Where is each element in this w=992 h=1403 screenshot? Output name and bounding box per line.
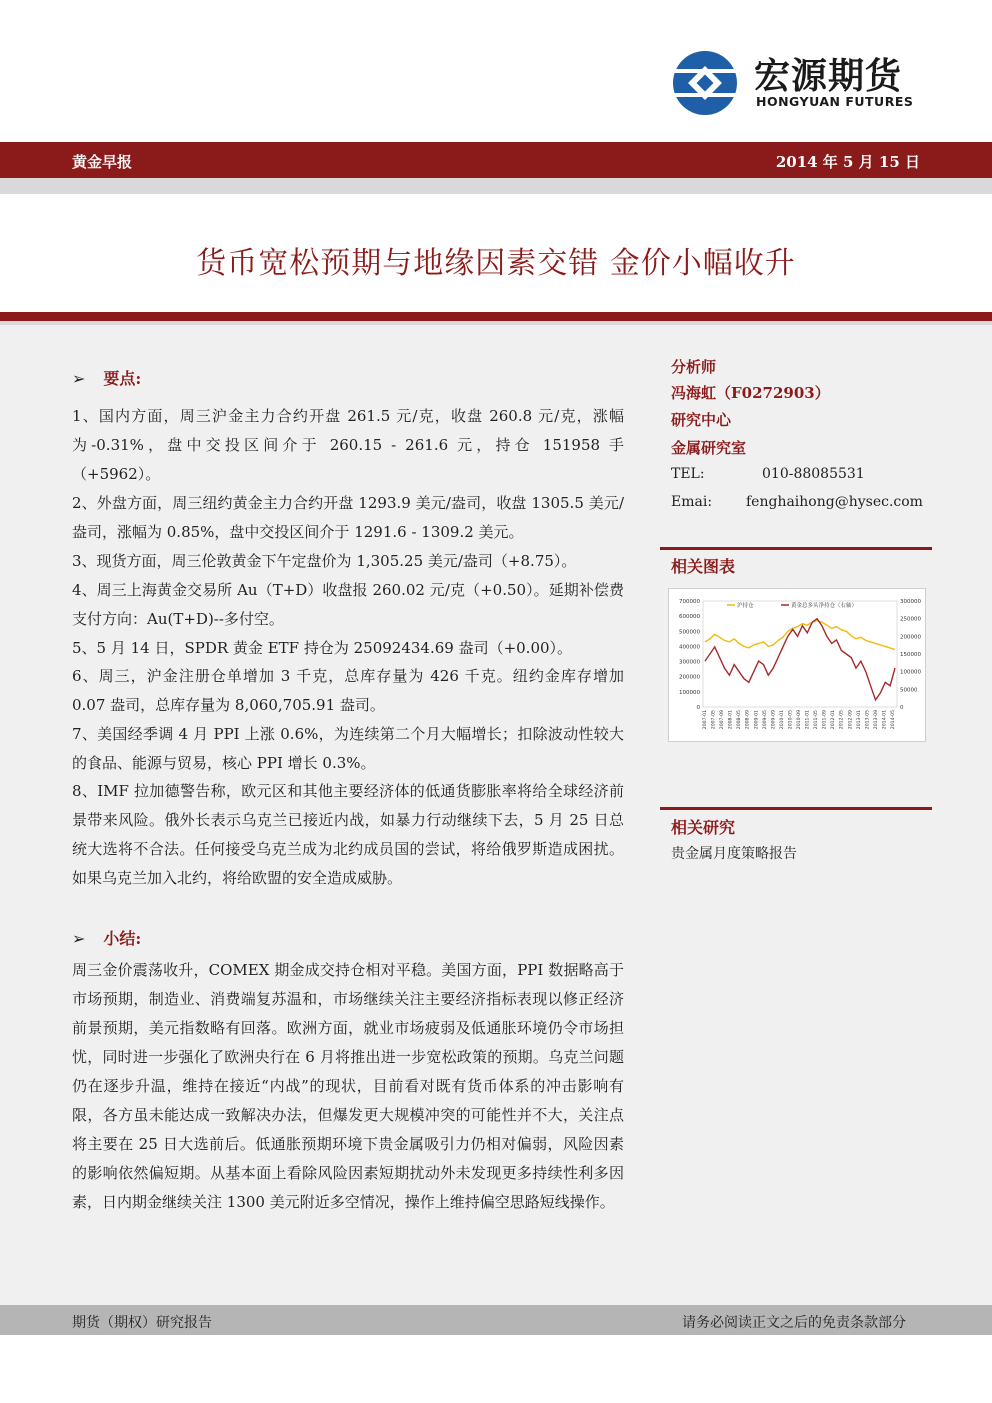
- tel-label: TEL:: [671, 466, 705, 482]
- y-left-tick-label: 300000: [679, 659, 700, 666]
- key-point-8: 8、IMF 拉加德警告称，欧元区和其他主要经济体的低通货膨胀率将给全球经济前景带来风险。俄外长表示乌克兰已接近内战，如暴力行动继续下去，5 月 25 日总统大选将不合法。任何接受乌克兰成为北约成员国的尝试，将给俄罗斯造成困扰。如果乌克兰加入北约，将给欧盟的安全造成威胁。: [72, 782, 624, 887]
- y-left-tick-label: 200000: [679, 674, 700, 681]
- key-points-heading: [72, 366, 141, 389]
- x-tick-label: 2013-01: [856, 710, 862, 730]
- x-tick-label: 2009-05: [762, 710, 768, 730]
- y-left-tick-label: 0: [696, 705, 700, 711]
- report-title: 货币宽松预期与地缘因素交错 金价小幅收升: [196, 246, 796, 281]
- holdings-chart: [668, 588, 926, 742]
- x-tick-label: 2012-01: [831, 710, 837, 730]
- x-tick-label: 2007-09: [720, 710, 726, 730]
- summary-heading: [72, 926, 141, 949]
- title-divider: [0, 312, 992, 321]
- y-right-tick-label: 200000: [900, 634, 921, 641]
- x-tick-label: 2014-05: [891, 710, 896, 730]
- email-value[interactable]: fenghaihong@hysec.com: [746, 494, 923, 510]
- brand-name-en: HONGYUAN FUTURES: [756, 94, 914, 109]
- key-point-2: 2、外盘方面，周三纽约黄金主力合约开盘 1293.9 美元/盎司，收盘 1305.5 美元/盎司，涨幅为 0.85%，盘中交投区间介于 1291.6 - 1309.2 美元。: [72, 494, 624, 541]
- hongyuan-logo-icon: [672, 50, 738, 116]
- x-tick-label: 2012-05: [839, 710, 845, 730]
- report-type: 黄金早报: [72, 153, 133, 171]
- y-right-tick-label: 100000: [900, 669, 921, 676]
- x-tick-label: 2011-01: [805, 710, 811, 730]
- brand-logo: [672, 46, 932, 116]
- dept-metals: 金属研究室: [671, 439, 747, 457]
- research-section-heading: 相关研究: [671, 818, 736, 837]
- y-left-tick-label: 500000: [679, 629, 700, 636]
- key-point-5: 5、5 月 14 日，SPDR 黄金 ETF 持仓为 25092434.69 盎司（+0.00）。: [72, 639, 573, 657]
- x-tick-label: 2007-05: [711, 710, 717, 730]
- y-left-tick-label: 700000: [679, 599, 700, 605]
- legend-label-1: 沪持仓: [737, 603, 754, 609]
- footer-left-text: 期货（期权）研究报告: [72, 1315, 212, 1331]
- key-point-7: 7、美国经季调 4 月 PPI 上涨 0.6%，为连续第二个月大幅增长；扣除波动性较大的食品、能源与贸易，核心 PPI 增长 0.3%。: [72, 725, 624, 772]
- research-section-rule: [660, 807, 932, 810]
- x-tick-label: 2011-05: [814, 710, 820, 730]
- tel-value: 010-88085531: [762, 466, 865, 482]
- summary-heading-text: 小结:: [103, 929, 142, 948]
- x-tick-label: 2008-01: [728, 710, 734, 730]
- holdings-chart-svg: [669, 589, 925, 741]
- x-tick-label: 2008-09: [745, 710, 751, 730]
- key-point-1: 1、国内方面，周三沪金主力合约开盘 261.5 元/克，收盘 260.8 元/克，涨幅为-0.31%，盘中交投区间介于 260.15 - 261.6 元，持仓 151958 手（+5962）。: [72, 407, 624, 483]
- x-tick-label: 2012-09: [848, 710, 854, 730]
- dept-research-center: 研究中心: [671, 411, 732, 429]
- y-left-tick-label: 600000: [679, 614, 700, 621]
- x-tick-label: 2009-09: [771, 710, 777, 730]
- analyst-name: 冯海虹（F0272903）: [671, 384, 830, 402]
- brand-name-cn: 宏源期货: [754, 56, 903, 97]
- x-tick-label: 2009-01: [754, 710, 760, 730]
- x-tick-label: 2011-09: [822, 710, 828, 730]
- x-tick-label: 2013-09: [873, 710, 879, 730]
- x-tick-label: 2008-05: [737, 710, 743, 730]
- x-tick-label: 2010-01: [779, 710, 785, 730]
- y-right-tick-label: 50000: [900, 687, 918, 694]
- plot-area: [703, 601, 897, 707]
- x-tick-label: 2007-01: [703, 710, 708, 730]
- legend-label-2: 黄金总多头净持仓（右轴）: [791, 603, 858, 609]
- x-tick-label: 2014-01: [882, 710, 888, 730]
- y-right-tick-label: 0: [900, 705, 904, 711]
- key-points-heading-text: 要点:: [103, 369, 142, 388]
- x-tick-label: 2010-09: [797, 710, 802, 730]
- x-tick-label: 2010-05: [788, 710, 794, 730]
- key-point-6: 6、周三，沪金注册仓单增加 3 千克，总库存量为 426 千克。纽约金库存增加 0.07 盎司，总库存量为 8,060,705.91 盎司。: [72, 667, 624, 714]
- y-left-tick-label: 400000: [679, 644, 700, 651]
- y-right-tick-label: 250000: [900, 616, 921, 623]
- x-tick-label: 2013-05: [865, 710, 871, 730]
- arrow-bullet-icon: ➢: [72, 369, 86, 388]
- chart-section-rule: [660, 547, 932, 550]
- summary-text: 周三金价震荡收升，COMEX 期金成交持仓相对平稳。美国方面，PPI 数据略高于市场预期，制造业、消费端复苏温和，市场继续关注主要经济指标表现以修正经济前景预期，美元指数略有回落。欧洲方面，就业市场疲弱及低通胀环境仍令市场担忧，同时进一步强化了欧洲央行在 6 月将推出进一步宽松政策的预期。乌克兰问题仍在逐步升温，维持在接近“内战”的现状，目前看对既有货币体系的冲击影响有限，各方虽未能达成一致解决办法，但爆发更大规模冲突的可能性并不大，关注点将主要在 25 日大选前后。低通胀预期环境下贵金属吸引力仍相对偏弱，风险因素的影响依然偏短期。从基本面上看除风险因素短期扰动外未发现更多持续性利多因素，日内期金继续关注 1300 美元附近多空情况，操作上维持偏空思路短线操作。: [72, 961, 624, 1211]
- y-right-tick-label: 300000: [900, 599, 921, 605]
- header-band-shadow: [0, 178, 992, 194]
- report-date: 2014 年 5 月 15 日: [775, 153, 920, 171]
- chart-section-heading: 相关图表: [671, 557, 736, 576]
- key-point-4: 4、周三上海黄金交易所 Au（T+D）收盘报 260.02 元/克（+0.50）。延期补偿费支付方向：Au(T+D)--多付空。: [72, 581, 624, 628]
- analyst-label: 分析师: [671, 358, 717, 376]
- key-point-3: 3、现货方面，周三伦敦黄金下午定盘价为 1,305.25 美元/盎司（+8.75）。: [72, 552, 577, 570]
- y-left-tick-label: 100000: [679, 689, 700, 696]
- y-right-tick-label: 150000: [900, 652, 921, 658]
- arrow-bullet-icon: ➢: [72, 929, 86, 948]
- email-label: Emai:: [671, 494, 713, 510]
- disclaimer-notice: 请务必阅读正文之后的免责条款部分: [682, 1315, 906, 1331]
- research-item[interactable]: 贵金属月度策略报告: [671, 846, 797, 862]
